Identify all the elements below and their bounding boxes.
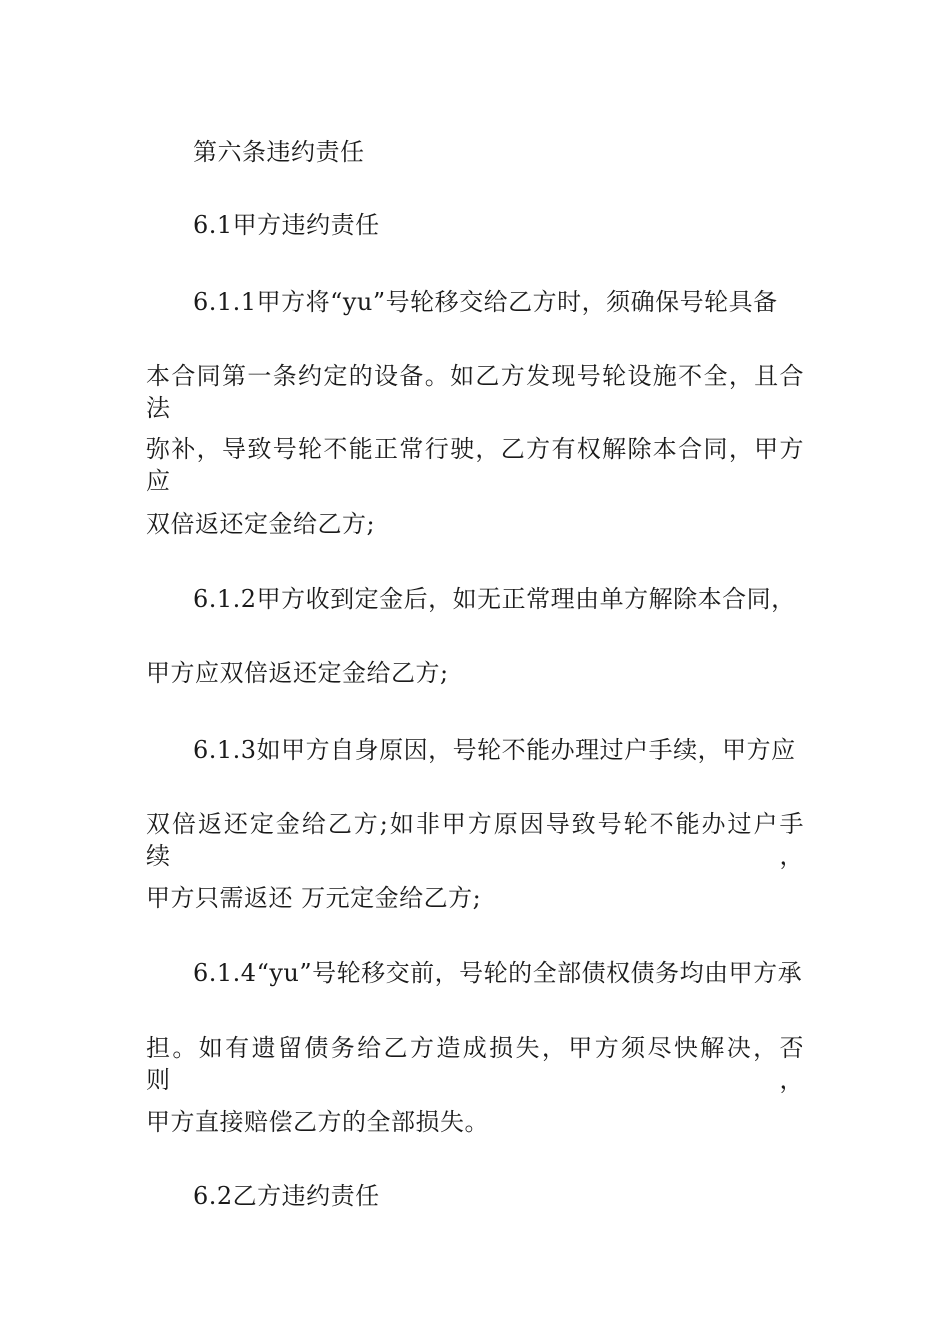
clause-6-1-1-line-3: 弥补，导致号轮不能正常行驶，乙方有权解除本合同，甲方应 — [146, 435, 804, 495]
section-6-2-heading: 6.2乙方违约责任 — [193, 1182, 380, 1210]
clause-6-1-2-line-1: 6.1.2甲方收到定金后，如无正常理由单方解除本合同， — [193, 585, 796, 613]
clause-6-1-2-line-2: 甲方应双倍返还定金给乙方; — [146, 659, 449, 687]
clause-6-1-4-line-1: 6.1.4“yu”号轮移交前，号轮的全部债权债务均由甲方承 — [193, 959, 803, 987]
clause-6-1-1-line-2: 本合同第一条约定的设备。如乙方发现号轮设施不全，且合法 — [146, 362, 804, 422]
clause-6-1-3-line-2: 双倍返还定金给乙方;如非甲方原因导致号轮不能办过户手续， — [146, 810, 804, 870]
section-6-1-heading: 6.1甲方违约责任 — [193, 211, 380, 239]
article-6-heading: 第六条违约责任 — [193, 138, 365, 166]
clause-6-1-3-line-1: 6.1.3如甲方自身原因，号轮不能办理过户手续，甲方应 — [193, 736, 796, 764]
clause-6-1-1-line-4: 双倍返还定金给乙方; — [146, 510, 376, 538]
clause-6-1-4-line-2: 担。如有遗留债务给乙方造成损失，甲方须尽快解决，否则， — [146, 1034, 804, 1094]
clause-6-1-1-line-1: 6.1.1甲方将“yu”号轮移交给乙方时，须确保号轮具备 — [193, 288, 778, 316]
clause-6-1-4-line-3: 甲方直接赔偿乙方的全部损失。 — [146, 1108, 489, 1136]
clause-6-1-3-line-3: 甲方只需返还 万元定金给乙方; — [146, 884, 482, 912]
